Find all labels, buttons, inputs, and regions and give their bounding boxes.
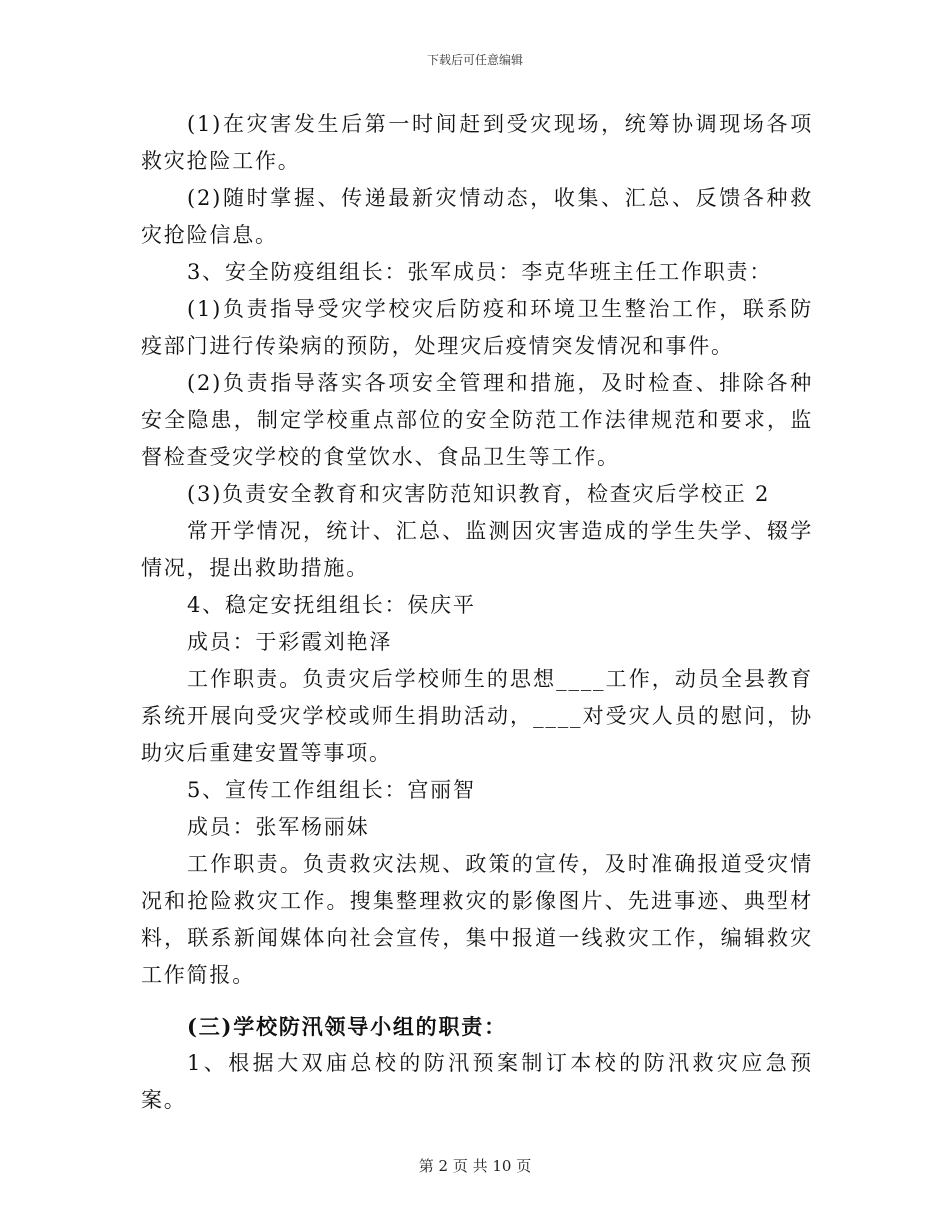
paragraph-stability-members: 成员：于彩霞刘艳泽	[187, 630, 393, 654]
paragraph-duty-1: (1)在灾害发生后第一时间赶到受灾现场，统筹协调现场各项救灾抢险工作。	[141, 112, 813, 173]
page-header: 下载后可任意编辑	[426, 53, 523, 67]
paragraph-safety-group: 3、安全防疫组组长：张军成员：李克华班主任工作职责：	[187, 260, 773, 284]
section-heading: (三)学校防汛领导小组的职责：	[187, 1014, 507, 1039]
paragraph-safety-duty-3-cont: 常开学情况，统计、汇总、监测因灾害造成的学生失学、辍学情况，提出救助措施。	[141, 519, 813, 580]
document-body	[141, 106, 813, 1119]
page-footer: 第 2 页 共 10 页	[418, 1157, 532, 1175]
paragraph-duty-2: (2)随时掌握、传递最新灾情动态，收集、汇总、反馈各种救灾抢险信息。	[141, 186, 813, 247]
section-gap	[141, 994, 813, 1008]
paragraph-safety-duty-2: (2)负责指导落实各项安全管理和措施，及时检查、排除各种安全隐患，制定学校重点部位的安全防范工作法律规范和要求，监督检查受灾学校的食堂饮水、食品卫生等工作。	[141, 371, 813, 469]
paragraph-stability-duty: 工作职责。负责灾后学校师生的思想____工作，动员全县教育系统开展向受灾学校或师生捐助活动，____对受灾人员的慰问，协助灾后重建安置等事项。	[141, 667, 813, 765]
paragraph-publicity-members: 成员：张军杨丽妹	[187, 815, 370, 839]
paragraph-safety-duty-3: (3)负责安全教育和灾害防范知识教育，检查灾后学校正 2	[187, 482, 771, 506]
paragraph-publicity-group: 5、宣传工作组组长：宫丽智	[187, 778, 476, 802]
paragraph-safety-duty-1: (1)负责指导受灾学校灾后防疫和环境卫生整治工作，联系防疫部门进行传染病的预防，处理灾后疫情突发情况和事件。	[141, 297, 813, 358]
paragraph-flood-duty-1: 1、根据大双庙总校的防汛预案制订本校的防汛救灾应急预案。	[141, 1051, 813, 1112]
paragraph-publicity-duty: 工作职责。负责救灾法规、政策的宣传，及时准确报道受灾情况和抢险救灾工作。搜集整理救灾的影像图片、先进事迹、典型材料，联系新闻媒体向社会宣传，集中报道一线救灾工作，编辑救灾工作简报。	[141, 852, 813, 987]
paragraph-stability-group: 4、稳定安抚组组长：侯庆平	[187, 593, 476, 617]
